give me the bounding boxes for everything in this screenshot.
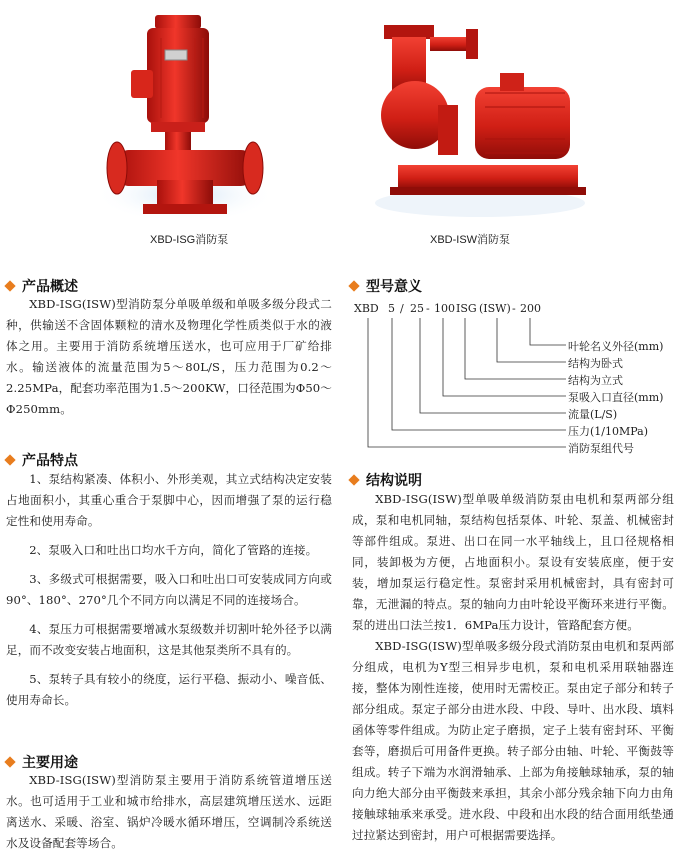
overview-heading [6, 276, 78, 296]
horizontal-pump-caption: XBD-ISW消防泵 [430, 234, 511, 246]
diamond-bullet-icon [4, 454, 15, 465]
features-list [6, 469, 332, 711]
diamond-bullet-icon [4, 756, 15, 767]
model-title: 型号意义 [366, 279, 422, 295]
code-part-pressure: 5 [388, 302, 395, 315]
legend-impeller-diameter: 叶轮名义外径(mm) [568, 340, 664, 353]
code-part-xbd: XBD [354, 302, 379, 315]
code-part-slash: / [400, 302, 404, 315]
structure-heading [350, 470, 422, 490]
legend-vertical: 结构为立式 [568, 374, 623, 387]
horizontal-pump-image [370, 15, 590, 220]
feature-item-4: 4、泵压力可根据需要增减水泵级数并切割叶轮外径予以满足，而不改变安装占地面积，这是其他泵类所不具有的。 [6, 622, 332, 657]
structure-paragraph-1: XBD-ISG(ISW)型单吸单级消防泵由电机和泵两部分组成，泵和电机同轴，泵结构包括泵体、叶轮、泵盖、机械密封等部件组成。泵进、出口在同一水平轴线上，且口径规格相同，装卸极为方便，占地面积小。泵设有安装底座，便于安装，增加泵运行稳定性。泵密封采用机械密封，具有密封可靠，无泄漏的特点。泵的轴向力由叶轮设平衡环来进行平衡。泵的进出口法兰按1．6MPa压力设计，管路配套方便。 [352, 492, 674, 632]
code-part-impeller: 200 [520, 302, 541, 315]
diamond-bullet-icon [4, 280, 15, 291]
overview-text: XBD-ISG(ISW)型消防泵分单吸单级和单吸多级分段式二种，供输送不含固体颗粒的清水及物理化学性质类似于水的液体之用。主要用于消防系统增压送水，也可应用于厂矿给排水。输送液体的流量范围为5～80L/S，压力范围为0.2～2.25MPa，配套功率范围为1.5～200KW，口径范围为Φ50～Φ250mm。 [6, 297, 332, 416]
model-bracket-lines [340, 310, 570, 450]
legend-flow: 流量(L/S) [568, 408, 618, 421]
feature-item-5: 5、泵转子具有较小的绕度，运行平稳、振动小、噪音低、使用寿命长。 [6, 672, 332, 707]
feature-item-1: 1、泵结构紧凑、体积小、外形美观，其立式结构决定安装占地面积小，其重心重合于泵脚中心，因而增强了泵的运行稳定性和使用寿命。 [6, 472, 332, 528]
diamond-bullet-icon [348, 474, 359, 485]
legend-pressure: 压力(1/10MPa) [568, 425, 649, 438]
model-heading [350, 276, 422, 296]
usage-title: 主要用途 [22, 755, 78, 771]
code-part-dash1: - [426, 302, 430, 315]
structure-paragraph-2: XBD-ISG(ISW)型单吸多级分段式消防泵由电机和泵两部分组成，电机为Y型三相异步电机，泵和电机采用联轴器连接，整体为刚性连接，使用时无需校正。泵由定子部分和转子部分组成。泵定子部分由进水段、中段、导叶、出水段、填料函体等零件组成。为防止定子磨损，定子上装有密封环、平衡套等，磨损后可用备件更换。转子部分由轴、叶轮、平衡鼓等组成。转子下端为水润滑轴承、上部为角接触球轴承，泵的轴向力绝大部分由平衡鼓来承担，其余小部分残余轴下向力由角接触球轴承来承受。进水段、中段和出水段的结合面用纸垫通过拉紧达到密封，用户可根据需要选择。 [352, 639, 674, 842]
legend-group-code: 消防泵组代号 [568, 442, 634, 455]
feature-item-2: 2、泵吸入口和吐出口均水千方向，简化了管路的连接。 [29, 543, 318, 557]
vertical-pump-image [95, 10, 275, 225]
structure-body [352, 489, 674, 846]
vertical-pump-caption: XBD-ISG消防泵 [150, 234, 229, 246]
diamond-bullet-icon [348, 280, 359, 291]
code-part-inlet: 100 [434, 302, 455, 315]
features-heading [6, 450, 78, 470]
legend-inlet-diameter: 泵吸入口直径(mm) [568, 391, 664, 404]
code-part-dash2: - [512, 302, 516, 315]
feature-item-3: 3、多级式可根据需要，吸入口和吐出口可安装成同方向或90°、180°、270°几个不同方向以满足不同的连接场合。 [6, 572, 332, 607]
overview-title: 产品概述 [22, 279, 78, 295]
legend-horizontal: 结构为卧式 [568, 357, 623, 370]
code-part-isw: (ISW) [479, 302, 511, 315]
usage-heading [6, 752, 78, 772]
code-part-flow: 25 [410, 302, 424, 315]
code-part-isg: ISG [456, 302, 477, 315]
features-title: 产品特点 [22, 453, 78, 469]
usage-text: XBD-ISG(ISW)型消防泵主要用于消防系统管道增压送水。也可适用于工业和城市给排水，高层建筑增压送水、远距离送水、采暖、浴室、锅炉冷暖水循环增压，空调制冷系统送水及设备配套等场合。 [6, 773, 332, 850]
structure-title: 结构说明 [366, 473, 422, 489]
